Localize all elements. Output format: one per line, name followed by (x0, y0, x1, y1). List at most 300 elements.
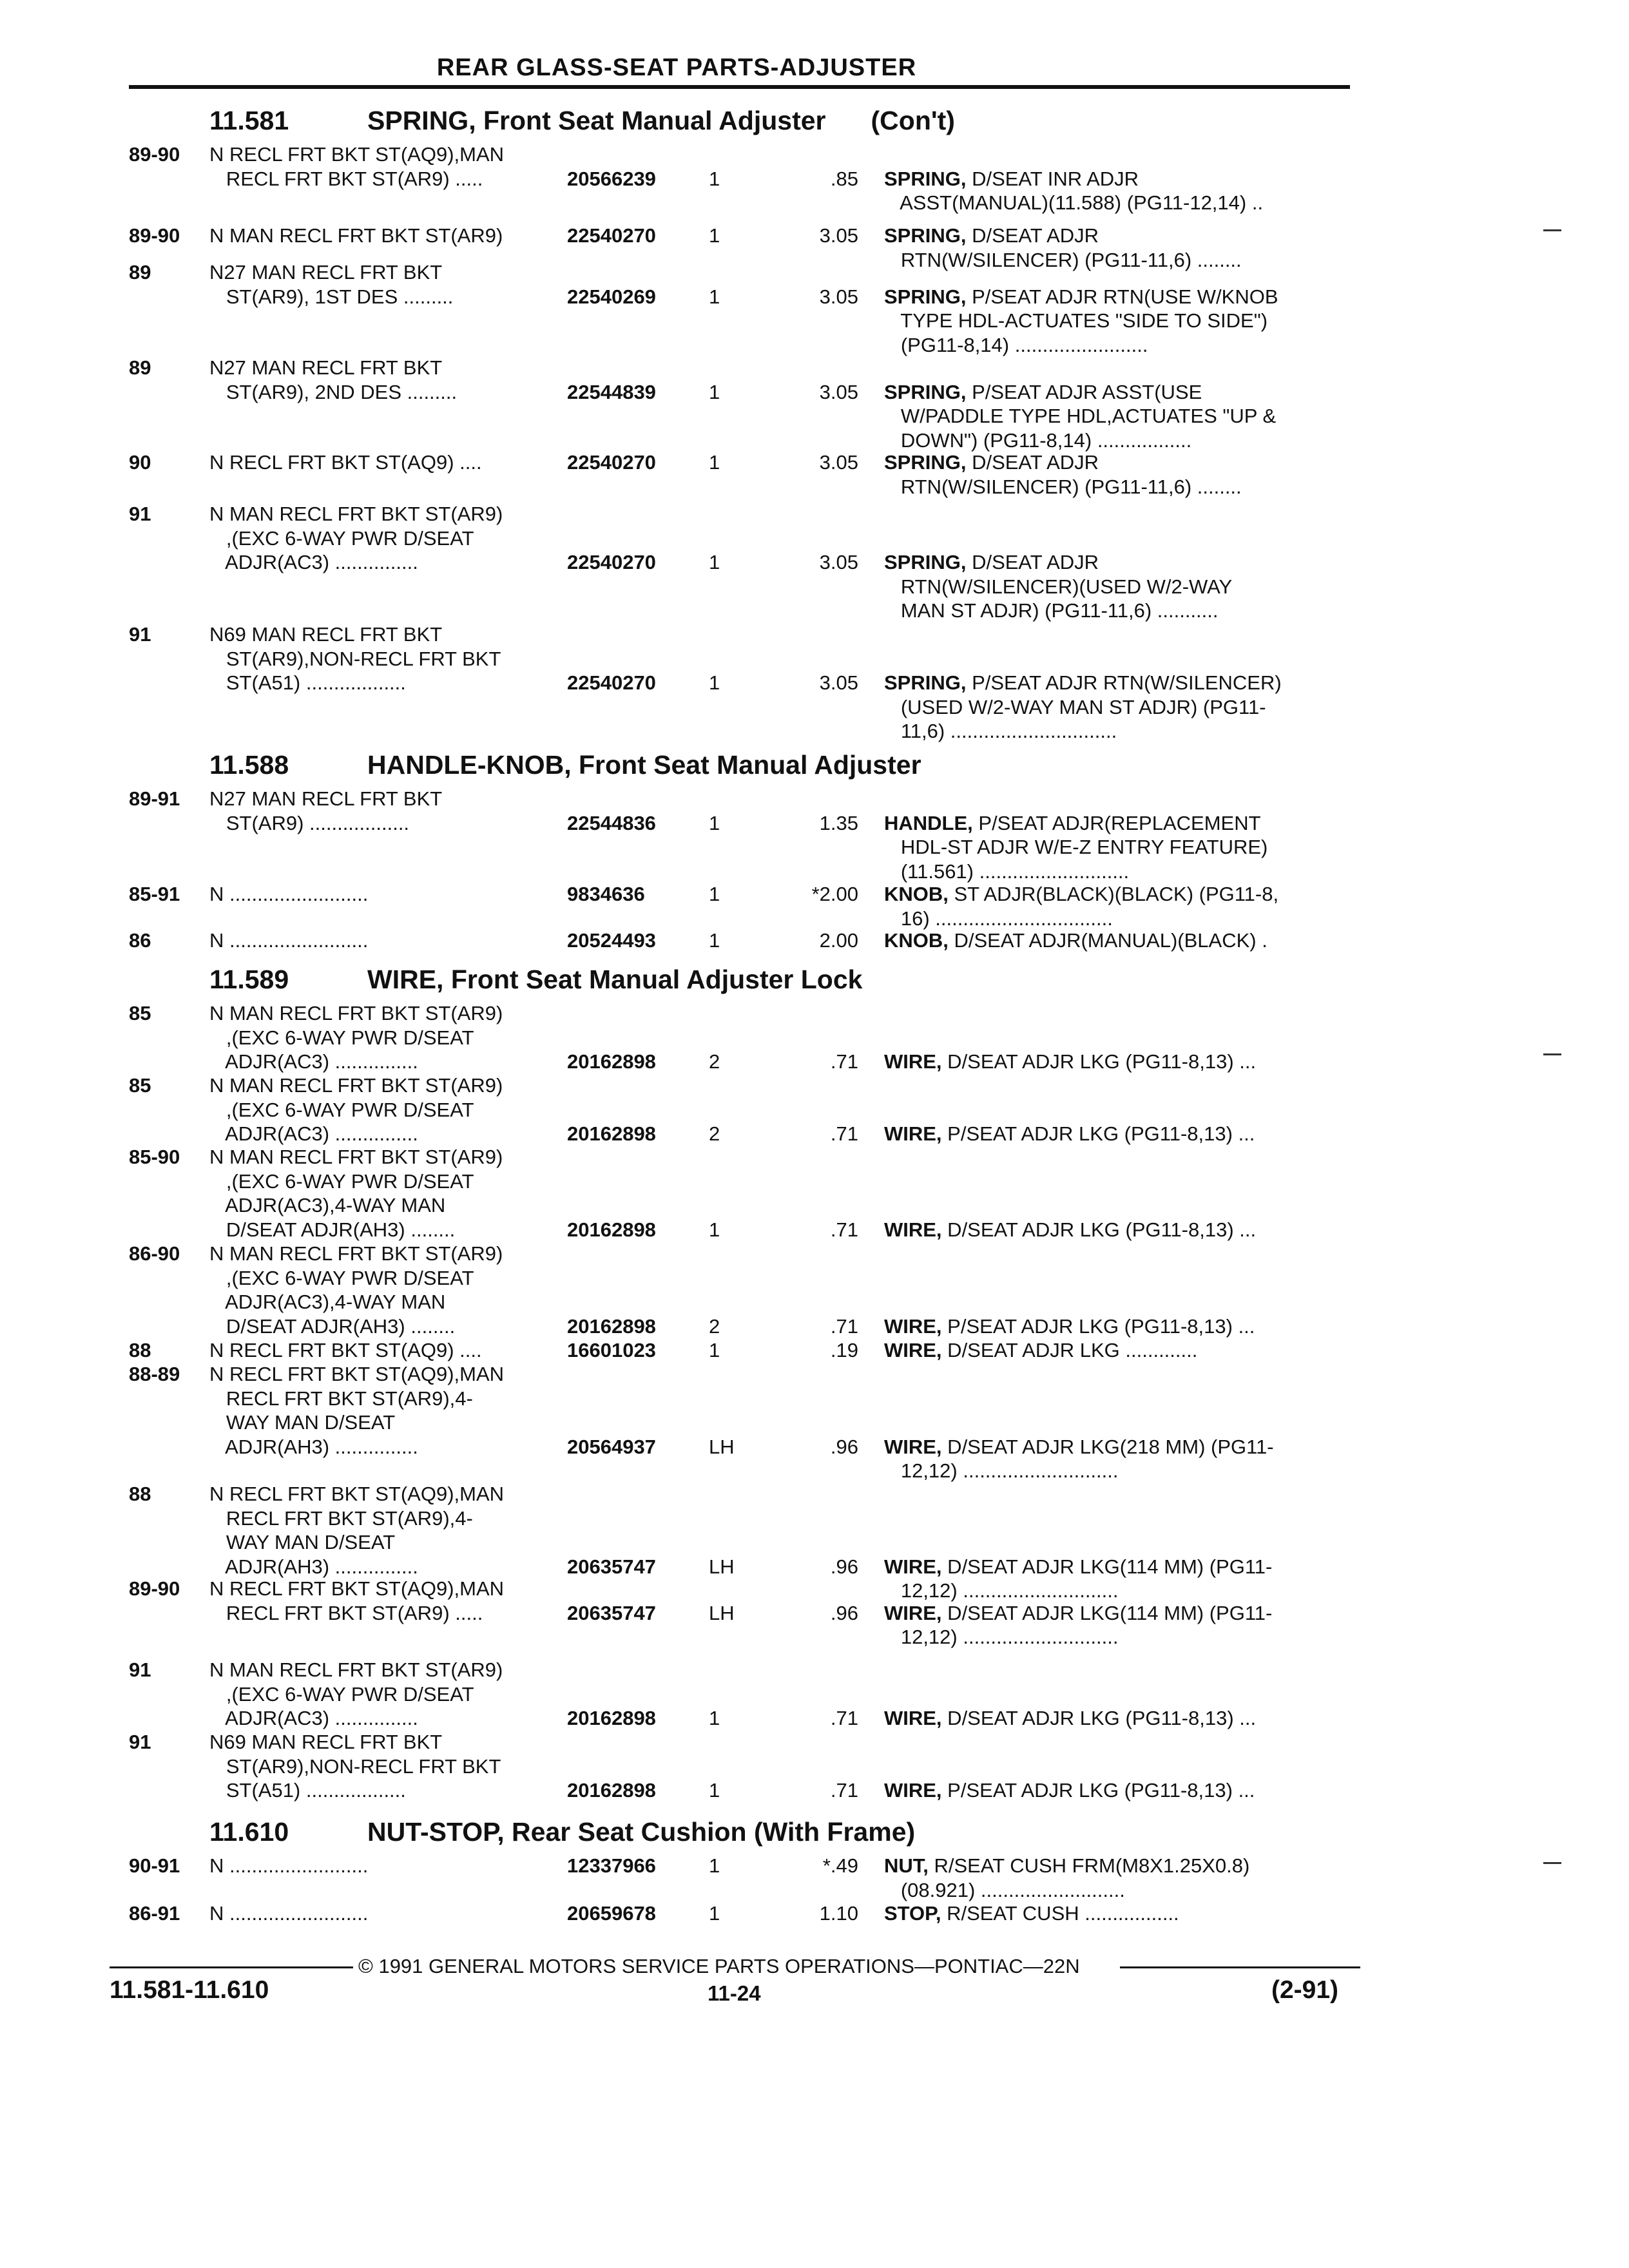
price: .71 (830, 1779, 858, 1802)
description-text: 12,12) ............................ (884, 1459, 1119, 1482)
price: 3.05 (819, 380, 858, 403)
page-title: REAR GLASS-SEAT PARTS-ADJUSTER (436, 54, 917, 81)
description (884, 1555, 1272, 1579)
part-number: 9834636 (567, 883, 645, 905)
section-heading (209, 965, 862, 995)
model-year: 89-90 (129, 143, 180, 166)
application: N MAN RECL FRT BKT ST(AR9) (209, 224, 503, 247)
description-text: D/SEAT ADJR (966, 551, 1099, 573)
description (884, 1602, 1272, 1625)
description (884, 1854, 1249, 1878)
model-year: 91 (129, 623, 151, 646)
entry-line (0, 1170, 1629, 1195)
description (884, 451, 1099, 474)
description (884, 285, 1278, 309)
application: ,(EXC 6-WAY PWR D/SEAT (209, 1026, 474, 1049)
part-number: 20162898 (567, 1314, 656, 1338)
part-type: WIRE, (884, 1435, 942, 1458)
quantity: 1 (709, 1902, 720, 1925)
part-entry (0, 503, 1629, 624)
entry-line (0, 1339, 1629, 1363)
section-title: HANDLE-KNOB, Front Seat Manual Adjuster (367, 750, 921, 780)
price: .19 (830, 1339, 858, 1361)
application: N MAN RECL FRT BKT ST(AR9) (209, 1242, 503, 1265)
quantity: 1 (709, 929, 720, 952)
part-type: KNOB, (884, 929, 949, 952)
entry-line (0, 1291, 1629, 1315)
entry-line (0, 1626, 1629, 1650)
description (884, 696, 1266, 719)
application: RECL FRT BKT ST(AR9),4- (209, 1506, 473, 1530)
quantity: 1 (709, 883, 720, 905)
entry-line (0, 1002, 1629, 1026)
quantity: 1 (709, 1779, 720, 1802)
application: N69 MAN RECL FRT BKT (209, 623, 443, 646)
section-title: SPRING, Front Seat Manual Adjuster (367, 106, 826, 135)
quantity: 1 (709, 1854, 720, 1877)
part-type: WIRE, (884, 1601, 942, 1624)
model-year: 89-91 (129, 787, 180, 810)
description (884, 812, 1261, 835)
application: ST(A51) .................. (209, 671, 406, 694)
part-number: 22540270 (567, 224, 656, 247)
application: WAY MAN D/SEAT (209, 1411, 396, 1434)
description (884, 1879, 1125, 1902)
application: ADJR(AH3) ............... (209, 1435, 418, 1458)
margin-mark (1543, 1053, 1561, 1055)
part-number: 20162898 (567, 1218, 656, 1241)
model-year: 85 (129, 1002, 151, 1024)
entry-line (0, 1267, 1629, 1291)
description (884, 907, 1113, 930)
part-entry (0, 1577, 1629, 1650)
description-text: R/SEAT CUSH ................. (941, 1902, 1179, 1925)
price: .71 (830, 1314, 858, 1338)
entry-line (0, 1658, 1629, 1683)
quantity: 2 (709, 1050, 720, 1073)
description-text: D/SEAT ADJR LKG(218 MM) (PG11- (941, 1435, 1274, 1458)
application: N MAN RECL FRT BKT ST(AR9) (209, 1002, 503, 1024)
entry-line (0, 356, 1629, 381)
entry-line (0, 1363, 1629, 1387)
application: ,(EXC 6-WAY PWR D/SEAT (209, 526, 474, 550)
description (884, 429, 1191, 452)
entry-line (0, 1602, 1629, 1626)
quantity: 1 (709, 1707, 720, 1729)
application: ADJR(AC3),4-WAY MAN (209, 1291, 446, 1313)
description-text: P/SEAT ADJR(REPLACEMENT (972, 811, 1261, 834)
price: .71 (830, 1122, 858, 1145)
model-year: 91 (129, 503, 151, 525)
part-entry (0, 1363, 1629, 1484)
application: ST(AR9), 2ND DES ......... (209, 380, 458, 403)
application: N ......................... (209, 1902, 369, 1925)
part-entry (0, 261, 1629, 358)
model-year: 88-89 (129, 1363, 180, 1385)
description-text: D/SEAT ADJR(MANUAL)(BLACK) . (948, 929, 1268, 952)
part-type: SPRING, (884, 167, 967, 190)
quantity: 1 (709, 167, 720, 190)
price: *2.00 (811, 883, 858, 905)
entry-line (0, 1854, 1629, 1879)
entry-line (0, 1411, 1629, 1436)
description (884, 1315, 1255, 1338)
entry-line (0, 671, 1629, 696)
part-number: 22540269 (567, 285, 656, 308)
application: N MAN RECL FRT BKT ST(AR9) (209, 1146, 503, 1168)
price: .96 (830, 1601, 858, 1624)
application: ADJR(AC3) ............... (209, 1707, 418, 1729)
description-text: D/SEAT ADJR LKG(114 MM) (PG11- (941, 1555, 1273, 1578)
application: N27 MAN RECL FRT BKT (209, 787, 443, 810)
section-range: 11.581-11.610 (110, 1976, 269, 2004)
price: 3.05 (819, 285, 858, 308)
entry-line (0, 1731, 1629, 1755)
part-number: 20659678 (567, 1902, 656, 1925)
entry-line (0, 1902, 1629, 1927)
application: RECL FRT BKT ST(AR9) ..... (209, 167, 483, 190)
description (884, 720, 1117, 743)
part-entry (0, 1902, 1629, 1927)
application: N RECL FRT BKT ST(AQ9),MAN (209, 143, 505, 166)
part-type: HANDLE, (884, 811, 973, 834)
section-title: WIRE, Front Seat Manual Adjuster Lock (367, 965, 863, 994)
application: ADJR(AC3) ............... (209, 1122, 418, 1145)
quantity: LH (709, 1555, 735, 1578)
quantity: 1 (709, 1339, 720, 1361)
application: ADJR(AC3),4-WAY MAN (209, 1194, 446, 1216)
application: ADJR(AC3) ............... (209, 1050, 418, 1073)
part-entry (0, 929, 1629, 954)
entry-line (0, 1050, 1629, 1075)
section-number: 11.581 (209, 106, 289, 135)
description-text: P/SEAT ADJR RTN(W/SILENCER) (966, 671, 1282, 694)
price: .71 (830, 1218, 858, 1241)
part-entry (0, 1242, 1629, 1339)
description-text: D/SEAT ADJR LKG (PG11-8,13) ... (941, 1707, 1257, 1729)
description-text: (USED W/2-WAY MAN ST ADJR) (PG11- (884, 695, 1266, 718)
application: N ......................... (209, 883, 369, 905)
price: .96 (830, 1555, 858, 1578)
description (884, 191, 1263, 215)
part-entry (0, 1731, 1629, 1803)
description-text: D/SEAT ADJR LKG ............. (941, 1339, 1198, 1361)
model-year: 85-90 (129, 1146, 180, 1168)
application: ,(EXC 6-WAY PWR D/SEAT (209, 1266, 474, 1289)
section-heading (209, 106, 955, 136)
entry-line (0, 696, 1629, 720)
part-number: 20635747 (567, 1555, 656, 1578)
description-text: D/SEAT INR ADJR (966, 167, 1139, 190)
part-type: WIRE, (884, 1339, 942, 1361)
description (884, 1339, 1197, 1362)
entry-line (0, 476, 1629, 500)
application: ST(A51) .................. (209, 1779, 406, 1802)
section-title: NUT-STOP, Rear Seat Cushion (With Frame) (367, 1817, 916, 1847)
model-year: 88 (129, 1483, 151, 1505)
section-number: 11.610 (209, 1817, 289, 1847)
application: N ......................... (209, 929, 369, 952)
description-text: D/SEAT ADJR (966, 451, 1099, 474)
part-entry (0, 883, 1629, 931)
part-number: 22544839 (567, 380, 656, 403)
quantity: 1 (709, 285, 720, 308)
description-text: MAN ST ADJR) (PG11-11,6) ........... (884, 599, 1219, 622)
description (884, 476, 1242, 499)
entry-line (0, 1507, 1629, 1532)
description-text: D/SEAT ADJR LKG(114 MM) (PG11- (941, 1601, 1273, 1624)
entry-line (0, 551, 1629, 575)
entry-line (0, 648, 1629, 672)
quantity: LH (709, 1601, 735, 1624)
entry-line (0, 720, 1629, 744)
description-text: R/SEAT CUSH FRM(M8X1.25X0.8) (928, 1854, 1250, 1877)
description-text: P/SEAT ADJR ASST(USE (966, 380, 1202, 403)
revision-date: (2-91) (1271, 1976, 1339, 2004)
part-entry (0, 143, 1629, 216)
application: N MAN RECL FRT BKT ST(AR9) (209, 1074, 503, 1097)
price: .71 (830, 1050, 858, 1073)
description (884, 381, 1202, 404)
part-entry (0, 623, 1629, 744)
description-text: D/SEAT ADJR LKG (PG11-8,13) ... (941, 1050, 1257, 1073)
price: 2.00 (819, 929, 858, 952)
entry-line (0, 1146, 1629, 1170)
description (884, 224, 1099, 247)
part-type: WIRE, (884, 1314, 942, 1338)
description (884, 836, 1268, 859)
description (884, 1707, 1256, 1730)
model-year: 86-90 (129, 1242, 180, 1265)
description (884, 599, 1219, 622)
application: N69 MAN RECL FRT BKT (209, 1731, 443, 1753)
part-number: 12337966 (567, 1854, 656, 1877)
price: 3.05 (819, 551, 858, 573)
application: ,(EXC 6-WAY PWR D/SEAT (209, 1098, 474, 1121)
quantity: LH (709, 1435, 735, 1458)
model-year: 89-90 (129, 224, 180, 247)
description-text: TYPE HDL-ACTUATES "SIDE TO SIDE") (884, 309, 1268, 332)
part-type: WIRE, (884, 1218, 942, 1241)
part-type: WIRE, (884, 1555, 942, 1578)
part-type: WIRE, (884, 1050, 942, 1073)
description (884, 168, 1139, 191)
continued-label: (Con't) (871, 106, 955, 135)
section-number: 11.588 (209, 750, 289, 780)
entry-line (0, 451, 1629, 476)
entry-line (0, 381, 1629, 405)
application: RECL FRT BKT ST(AR9) ..... (209, 1601, 483, 1624)
application: ST(AR9) .................. (209, 811, 410, 834)
entry-line (0, 224, 1629, 249)
description-text: 12,12) ............................ (884, 1626, 1119, 1648)
section-heading (209, 750, 921, 780)
entry-line (0, 1074, 1629, 1099)
quantity: 2 (709, 1122, 720, 1145)
application: N RECL FRT BKT ST(AQ9) .... (209, 1339, 482, 1361)
description (884, 1050, 1256, 1073)
entry-line (0, 285, 1629, 310)
description-text: 12,12) ............................ (884, 1579, 1119, 1602)
description-text: 11,6) .............................. (884, 720, 1117, 742)
part-number: 20524493 (567, 929, 656, 952)
description-text: (08.921) .......................... (884, 1878, 1125, 1901)
entry-line (0, 1242, 1629, 1267)
quantity: 1 (709, 1218, 720, 1241)
application: N27 MAN RECL FRT BKT (209, 356, 443, 379)
part-type: WIRE, (884, 1122, 942, 1145)
entry-line (0, 812, 1629, 836)
price: 3.05 (819, 671, 858, 694)
entry-line (0, 261, 1629, 285)
part-number: 20162898 (567, 1122, 656, 1145)
entry-line (0, 503, 1629, 527)
description-text: W/PADDLE TYPE HDL,ACTUATES "UP & (884, 405, 1277, 427)
part-entry (0, 1146, 1629, 1242)
entry-line (0, 1218, 1629, 1243)
part-type: WIRE, (884, 1707, 942, 1729)
application: WAY MAN D/SEAT (209, 1531, 396, 1553)
entry-line (0, 1026, 1629, 1051)
part-type: KNOB, (884, 883, 949, 905)
quantity: 1 (709, 551, 720, 573)
entry-line (0, 1122, 1629, 1147)
entry-line (0, 143, 1629, 168)
part-number: 20564937 (567, 1435, 656, 1458)
entry-line (0, 1779, 1629, 1803)
price: 3.05 (819, 224, 858, 247)
model-year: 89 (129, 356, 151, 379)
application: N RECL FRT BKT ST(AQ9),MAN (209, 1577, 505, 1600)
entry-line (0, 929, 1629, 954)
entry-line (0, 191, 1629, 216)
description (884, 334, 1148, 357)
entry-line (0, 787, 1629, 812)
entry-line (0, 575, 1629, 600)
description-text: P/SEAT ADJR LKG (PG11-8,13) ... (941, 1314, 1255, 1338)
part-type: NUT, (884, 1854, 929, 1877)
entry-line (0, 1194, 1629, 1218)
description (884, 860, 1129, 883)
description-text: (11.561) ........................... (884, 860, 1130, 883)
application: ST(AR9),NON-RECL FRT BKT (209, 1754, 501, 1778)
description-text: ST ADJR(BLACK)(BLACK) (PG11-8, (948, 883, 1279, 905)
entry-line (0, 623, 1629, 648)
description-text: P/SEAT ADJR RTN(USE W/KNOB (966, 285, 1278, 308)
part-number: 20566239 (567, 167, 656, 190)
description-text: D/SEAT ADJR (966, 224, 1099, 247)
price: .96 (830, 1435, 858, 1458)
application: ,(EXC 6-WAY PWR D/SEAT (209, 1169, 474, 1193)
application: N MAN RECL FRT BKT ST(AR9) (209, 1658, 503, 1681)
application: ,(EXC 6-WAY PWR D/SEAT (209, 1682, 474, 1706)
application: RECL FRT BKT ST(AR9),4- (209, 1387, 473, 1410)
part-entry (0, 1658, 1629, 1731)
description-text: RTN(W/SILENCER) (PG11-11,6) ........ (884, 248, 1242, 271)
entry-line (0, 599, 1629, 624)
part-number: 20162898 (567, 1707, 656, 1729)
part-number: 22540270 (567, 451, 656, 474)
part-entry (0, 1002, 1629, 1075)
entry-line (0, 1707, 1629, 1731)
entry-line (0, 309, 1629, 334)
description-text: P/SEAT ADJR LKG (PG11-8,13) ... (941, 1122, 1255, 1145)
model-year: 89-90 (129, 1577, 180, 1600)
entry-line (0, 1879, 1629, 1903)
description-text: HDL-ST ADJR W/E-Z ENTRY FEATURE) (884, 836, 1268, 858)
application: ADJR(AC3) ............... (209, 551, 418, 573)
model-year: 88 (129, 1339, 151, 1361)
entry-line (0, 883, 1629, 907)
description-text: P/SEAT ADJR LKG (PG11-8,13) ... (941, 1779, 1255, 1802)
description (884, 929, 1268, 952)
part-entry (0, 1074, 1629, 1147)
price: .85 (830, 167, 858, 190)
application: D/SEAT ADJR(AH3) ........ (209, 1314, 456, 1338)
quantity: 1 (709, 811, 720, 834)
description (884, 671, 1282, 695)
quantity: 2 (709, 1314, 720, 1338)
part-type: SPRING, (884, 551, 967, 573)
entry-line (0, 429, 1629, 454)
model-year: 89 (129, 261, 151, 284)
entry-line (0, 168, 1629, 192)
application: N RECL FRT BKT ST(AQ9),MAN (209, 1483, 505, 1505)
model-year: 86 (129, 929, 151, 952)
price: 3.05 (819, 451, 858, 474)
entry-line (0, 1315, 1629, 1340)
model-year: 90 (129, 451, 151, 474)
part-type: SPRING, (884, 224, 967, 247)
entry-line (0, 1099, 1629, 1123)
description (884, 405, 1276, 428)
entry-line (0, 1555, 1629, 1580)
entry-line (0, 1755, 1629, 1780)
model-year: 90-91 (129, 1854, 180, 1877)
description (884, 1218, 1256, 1242)
application: N RECL FRT BKT ST(AQ9) .... (209, 451, 482, 474)
entry-line (0, 860, 1629, 885)
price: .71 (830, 1707, 858, 1729)
entry-line (0, 1436, 1629, 1460)
entry-line (0, 907, 1629, 932)
margin-mark (1543, 1862, 1561, 1864)
entry-line (0, 405, 1629, 429)
part-number: 22544836 (567, 811, 656, 834)
entry-line (0, 836, 1629, 860)
part-type: SPRING, (884, 671, 967, 694)
model-year: 91 (129, 1658, 151, 1681)
quantity: 1 (709, 380, 720, 403)
copyright-notice: © 1991 GENERAL MOTORS SERVICE PARTS OPERATIONS—PONTIAC—22N (358, 1955, 1080, 1977)
application: ADJR(AH3) ............... (209, 1555, 418, 1578)
description (884, 883, 1278, 906)
section-number: 11.589 (209, 965, 289, 994)
part-number: 20162898 (567, 1050, 656, 1073)
description-text: RTN(W/SILENCER)(USED W/2-WAY (884, 575, 1233, 598)
quantity: 1 (709, 451, 720, 474)
part-type: STOP, (884, 1902, 941, 1925)
part-type: SPRING, (884, 451, 967, 474)
part-number: 16601023 (567, 1339, 656, 1361)
description (884, 575, 1232, 599)
quantity: 1 (709, 224, 720, 247)
application: N RECL FRT BKT ST(AQ9),MAN (209, 1363, 505, 1385)
model-year: 86-91 (129, 1902, 180, 1925)
description (884, 309, 1268, 332)
part-type: WIRE, (884, 1779, 942, 1802)
description-text: DOWN") (PG11-8,14) ................. (884, 428, 1192, 452)
